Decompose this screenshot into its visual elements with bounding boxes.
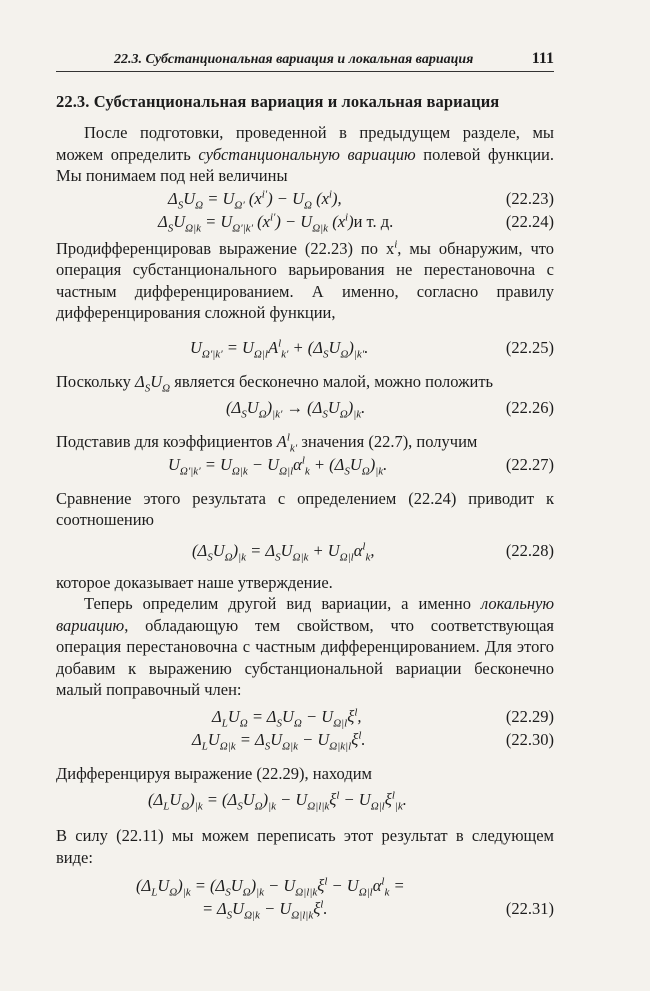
paragraph-8: Дифференцируя выражение (22.29), находим — [56, 763, 372, 783]
equation-unnumbered: $(\Delta_LU_\Omega)_{|k} = (\Delta_SU_\Omega)_{|k} - U_{\Omega|l|k}\xi^l - U_{\Omega|l}\xi^l_{|k}$. — [148, 789, 407, 813]
equation-number: (22.24) — [505, 211, 554, 231]
equation-number: (22.29) — [505, 706, 554, 726]
page-number: 111 — [531, 50, 554, 67]
equation-number: (22.25) — [505, 337, 554, 357]
running-header — [56, 50, 554, 72]
equation-22-31-line2: = $\Delta_SU_{\Omega|k} - U_{\Omega|l|k}\xi^l$. (22.31) — [202, 898, 554, 922]
equation-22-30: $\Delta_LU_{\Omega|k} = \Delta_SU_{\Omega|k} - U_{\Omega|k|l}\xi^l$. (22.30) — [192, 729, 554, 752]
paragraph-9: В силу (22.11) мы можем переписать этот результат в следующем виде: — [56, 826, 554, 867]
paragraph-1: После подготовки, проведенной в предыдущем разделе, мы можем определить субстанциональную вариацию полевой функции. Мы понимаем под ней величины — [56, 123, 554, 185]
paragraph-4: Подставив для коэффициентов $A^l_{k'}$ значения (22.7), получим — [56, 431, 478, 455]
running-title: 22.3. Субстанциональная вариация и локальная вариация — [114, 52, 474, 67]
equation-number: (22.26) — [505, 398, 554, 417]
equation-number: (22.30) — [505, 729, 554, 749]
equation-number: (22.23) — [505, 188, 554, 208]
paragraph-5: Сравнение этого результата с определением (22.24) приводит к соотношению — [56, 488, 554, 529]
equation-22-26: $(\Delta_SU_\Omega)_{|k'} \to (\Delta_SU_\Omega)_{|k}$. (22.26) — [226, 398, 554, 421]
paragraph-7: Теперь определим другой вид вариации, а именно локальную вариацию, обладающую тем свойством, что соответствующая операция перестановочна с частным дифференцированием. Для этого добавим к выражению субстанциональной вариации бесконечно малый поправочный член: — [56, 594, 554, 699]
equation-22-24: $\Delta_SU_{\Omega|k} = U_{\Omega'|k'}$ $(x^{i'}) - U_{\Omega|k}$ $(x^i)$ и т. д. (22.24) — [158, 211, 554, 234]
book-page — [56, 50, 554, 920]
paragraph-3: Поскольку $\Delta_SU_\Omega$ является бесконечно малой, можно положить — [56, 371, 494, 394]
equation-22-31-line1: $(\Delta_LU_\Omega)_{|k} = (\Delta_SU_\Omega)_{|k} - U_{\Omega|l|k}\xi^l - U_{\Omega|l}\alpha^l_k$ = — [136, 875, 405, 899]
term-local-variation: локальную вариацию — [56, 594, 554, 635]
equation-22-25: $U_{\Omega'|k'} = U_{\Omega|l}A^l_{k'} + (\Delta_SU_\Omega)_{|k'}$. (22.25) — [190, 337, 554, 360]
equation-22-23: $\Delta_SU_\Omega = U_{\Omega'}$ $(x^{i'}) - U_\Omega$ $(x^i)$, (22.23) — [168, 188, 554, 211]
section-title: 22.3. Субстанциональная вариация и локальная вариация — [56, 92, 500, 111]
equation-number: (22.27) — [505, 454, 554, 474]
equation-22-29: $\Delta_LU_\Omega = \Delta_SU_\Omega - U_{\Omega|l}\xi^l$, (22.29) — [212, 706, 554, 729]
paragraph-2: Продифференцировав выражение (22.23) по $x^i$, мы обнаружим, что операция субстанционального варьирования не перестановочна с частным дифференцированием. А именно, согласно правилу дифференцирования сложной функции, — [56, 238, 554, 322]
paragraph-6: которое доказывает наше утверждение. — [56, 572, 333, 592]
term-substantial-variation: субстанциональную вариацию — [198, 144, 416, 164]
equation-22-28: $(\Delta_SU_\Omega)_{|k} = \Delta_SU_{\Omega|k} + U_{\Omega|l}\alpha^l_k$, (22.28) — [192, 540, 554, 563]
equation-22-27: $U_{\Omega'|k'} = U_{\Omega|k} - U_{\Omega|l}\alpha^l_k + (\Delta_SU_\Omega)_{|k}$. (22.27) — [168, 454, 554, 477]
equation-number: (22.31) — [505, 899, 554, 918]
equation-number: (22.28) — [505, 540, 554, 560]
